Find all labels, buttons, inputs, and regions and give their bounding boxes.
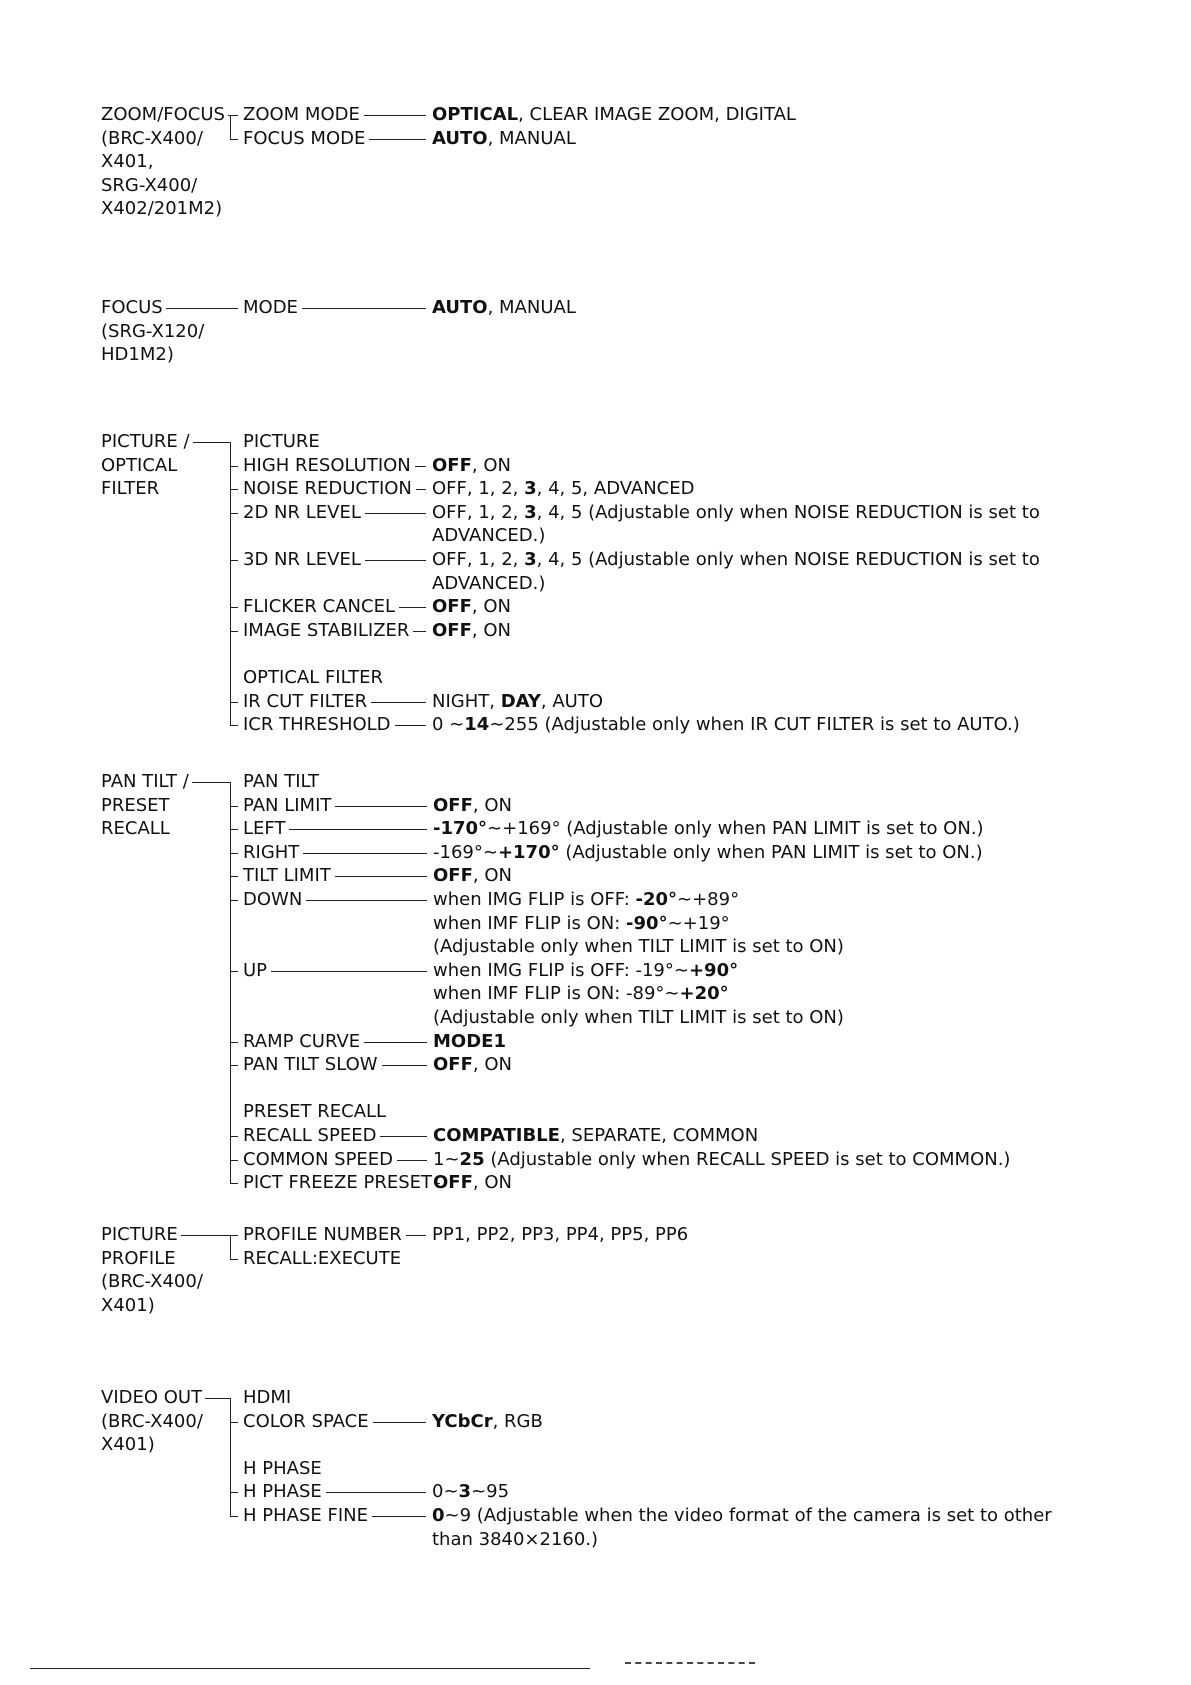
value-text: ∼+169° (Adjustable only when PAN LIMIT is set to ON.)	[487, 818, 984, 840]
section-title-line: PAN TILT /	[101, 771, 189, 792]
menu-item-label: RIGHT	[243, 841, 300, 863]
value-text: , ON	[472, 1172, 512, 1194]
value-text: -169°∼	[433, 841, 498, 863]
footer-rule	[30, 1668, 590, 1669]
value-text: , ON	[472, 794, 512, 816]
menu-item-label: PAN LIMIT	[243, 794, 332, 816]
value-text: , ON	[471, 596, 511, 618]
menu-item-value	[432, 1481, 509, 1503]
default-value: -170°	[433, 818, 488, 840]
value-text: when IMF FLIP is ON: -89°∼	[433, 983, 680, 1005]
leader-line	[335, 876, 427, 877]
section-title-line: PICTURE	[101, 1224, 178, 1245]
leader-line	[326, 1492, 426, 1493]
leader-line	[271, 971, 427, 972]
value-text: , ON	[471, 619, 511, 641]
section-title-line: SRG-X400/	[101, 174, 198, 196]
value-text: , ON	[472, 1054, 512, 1076]
tree-tick	[230, 115, 238, 116]
section-title-line: ZOOM/FOCUS	[101, 104, 225, 125]
menu-item-label: FOCUS MODE	[243, 127, 366, 149]
menu-item-value	[433, 795, 512, 817]
menu-item-value	[433, 1007, 844, 1029]
section-title-line: PROFILE	[101, 1247, 176, 1269]
tree-tick	[230, 1492, 238, 1493]
tree-tick	[230, 1042, 238, 1043]
tree-tick	[230, 631, 238, 632]
default-value: -90°	[626, 912, 668, 934]
menu-item-value	[433, 842, 983, 864]
section-title-line: X401)	[101, 1434, 155, 1456]
menu-item-value	[432, 714, 1020, 736]
menu-item-label: LEFT	[243, 818, 286, 840]
leader-line	[397, 1160, 427, 1161]
menu-item-label: RECALL:EXECUTE	[243, 1247, 402, 1269]
value-text: , CLEAR IMAGE ZOOM, DIGITAL	[518, 104, 796, 125]
default-value: OPTICAL	[432, 104, 519, 125]
default-value: OFF	[432, 454, 472, 476]
menu-item-value	[432, 1224, 688, 1246]
value-text: NIGHT,	[432, 690, 501, 712]
menu-item-label: RAMP CURVE	[243, 1030, 361, 1052]
leader-line	[365, 513, 426, 514]
leader-line	[303, 853, 427, 854]
tree-tick	[230, 466, 238, 467]
section-title-line: PICTURE /	[101, 431, 190, 452]
value-text: than 3840×2160.)	[432, 1528, 599, 1550]
menu-item-value	[433, 889, 739, 911]
tree-tick	[230, 900, 238, 901]
menu-item-value	[433, 1031, 506, 1053]
tree-tick	[230, 1516, 238, 1517]
section-title-line: X401,	[101, 151, 154, 173]
menu-item-label: PAN TILT SLOW	[243, 1054, 378, 1076]
value-text: 0~	[432, 1481, 459, 1503]
group-heading: H PHASE	[243, 1457, 322, 1479]
leader-line	[365, 560, 426, 561]
menu-item-value	[432, 620, 511, 642]
title-connector	[205, 1398, 230, 1399]
default-value: AUTO	[432, 297, 488, 318]
menu-item-value	[432, 596, 511, 618]
value-text: OFF, 1, 2,	[432, 549, 525, 570]
menu-item-value	[432, 1505, 1052, 1527]
tree-tick	[230, 876, 238, 877]
section-title-line: OPTICAL	[101, 454, 178, 476]
tree-tick	[230, 308, 238, 309]
default-value: YCbCr	[432, 1410, 493, 1432]
group-heading: PRESET RECALL	[243, 1101, 387, 1123]
default-value: +90°	[688, 959, 739, 981]
value-text: (Adjustable only when TILT LIMIT is set to ON)	[433, 936, 844, 958]
tree-tick	[230, 853, 238, 854]
menu-item-value	[433, 1125, 758, 1147]
menu-item-value	[433, 913, 730, 935]
section-title-line: FILTER	[101, 478, 160, 500]
tree-tick	[230, 1065, 238, 1066]
tree-tick	[230, 806, 238, 807]
default-value: 3	[524, 549, 537, 570]
default-value: 25	[459, 1148, 485, 1170]
tree-spine	[230, 115, 231, 139]
tree-tick	[230, 513, 238, 514]
leader-line	[416, 489, 426, 490]
menu-item-value	[432, 525, 545, 547]
default-value: 0	[432, 1505, 445, 1526]
section-title-line: RECALL	[101, 818, 170, 840]
default-value: 3	[458, 1481, 472, 1503]
group-heading: PAN TILT	[243, 771, 320, 792]
default-value: -20°	[635, 889, 678, 910]
menu-item-value	[433, 983, 729, 1005]
value-text: when IMG FLIP is OFF:	[433, 889, 636, 910]
tree-spine	[230, 1235, 231, 1259]
tree-tick	[230, 1136, 238, 1137]
menu-item-label: UP	[243, 959, 268, 981]
section-title-line: (SRG-X120/	[101, 320, 205, 342]
leader-line	[306, 900, 427, 901]
value-text: (Adjustable only when PAN LIMIT is set to ON.)	[559, 841, 983, 863]
default-value: OFF	[433, 865, 473, 887]
tree-tick	[230, 489, 238, 490]
leader-line	[413, 631, 426, 632]
leader-line	[395, 725, 426, 726]
tree-tick	[230, 1160, 238, 1161]
value-text: 0 ∼	[432, 714, 465, 736]
tree-tick	[230, 1259, 238, 1260]
footer-marks	[625, 1662, 755, 1668]
default-value: +170°	[497, 841, 560, 863]
default-value: OFF	[433, 1054, 473, 1076]
default-value: DAY	[500, 690, 541, 712]
menu-item-label: NOISE REDUCTION	[243, 478, 412, 500]
menu-item-value	[433, 936, 844, 958]
menu-item-value	[432, 1411, 543, 1433]
value-text: OFF, 1, 2,	[432, 501, 525, 523]
menu-item-label: DOWN	[243, 889, 303, 910]
menu-item-label: HIGH RESOLUTION	[243, 454, 411, 476]
value-text: ADVANCED.)	[432, 572, 546, 594]
menu-item-label: H PHASE	[243, 1481, 322, 1503]
value-text: , SEPARATE, COMMON	[559, 1125, 759, 1146]
menu-item-label: ZOOM MODE	[243, 104, 360, 125]
menu-item-label: COLOR SPACE	[243, 1410, 369, 1432]
leader-line	[335, 806, 427, 807]
value-text: ∼+89°	[677, 889, 740, 910]
menu-item-value	[433, 1054, 512, 1076]
title-connector	[192, 782, 230, 783]
tree-tick	[230, 1422, 238, 1423]
menu-item-label: TILT LIMIT	[243, 865, 331, 887]
default-value: 3	[524, 478, 537, 500]
menu-item-label: RECALL SPEED	[243, 1125, 377, 1146]
leader-line	[373, 1422, 426, 1423]
menu-item-value	[433, 1172, 512, 1194]
leader-line	[415, 466, 426, 467]
menu-item-label: 3D NR LEVEL	[243, 549, 361, 570]
value-text: , RGB	[492, 1410, 543, 1432]
tree-tick	[230, 702, 238, 703]
value-text: 1~	[433, 1148, 460, 1170]
default-value: +20°	[679, 983, 729, 1005]
menu-item-value	[432, 502, 1040, 524]
default-value: AUTO	[432, 127, 488, 149]
value-text: , 4, 5 (Adjustable only when NOISE REDUCTION is set to	[536, 501, 1040, 523]
menu-item-label: IR CUT FILTER	[243, 690, 368, 712]
tree-spine	[230, 782, 231, 1183]
value-text: PP1, PP2, PP3, PP4, PP5, PP6	[432, 1224, 689, 1245]
value-text: OFF, 1, 2,	[432, 478, 525, 500]
leader-line	[364, 1042, 427, 1043]
menu-item-value	[433, 1149, 1010, 1171]
menu-item-value	[432, 297, 576, 319]
value-text: ADVANCED.)	[432, 525, 546, 547]
title-connector	[193, 442, 230, 443]
tree-tick	[230, 971, 238, 972]
default-value: MODE1	[433, 1030, 506, 1052]
menu-item-value	[433, 818, 984, 840]
leader-line	[369, 139, 426, 140]
leader-line	[302, 308, 426, 309]
leader-line	[382, 1065, 427, 1066]
section-title-line: X401)	[101, 1294, 155, 1316]
menu-item-label: FLICKER CANCEL	[243, 596, 395, 618]
value-text: (Adjustable only when RECALL SPEED is set to COMMON.)	[484, 1148, 1011, 1170]
menu-item-label: COMMON SPEED	[243, 1148, 394, 1170]
value-text: , ON	[472, 865, 512, 887]
value-text: when IMG FLIP is OFF: -19°∼	[433, 959, 689, 981]
menu-item-value	[433, 865, 512, 887]
default-value: OFF	[432, 619, 472, 641]
leader-line	[289, 829, 427, 830]
menu-item-label: 2D NR LEVEL	[243, 501, 361, 523]
tree-tick	[230, 1183, 238, 1184]
value-text: (Adjustable only when TILT LIMIT is set to ON)	[433, 1007, 844, 1028]
leader-line	[399, 607, 426, 608]
tree-spine	[230, 1398, 231, 1516]
title-connector	[181, 1235, 230, 1236]
default-value: OFF	[433, 794, 473, 816]
tree-tick	[230, 560, 238, 561]
menu-item-label: PICT FREEZE PRESET	[243, 1172, 433, 1194]
section-title-line: (BRC-X400/	[101, 127, 203, 149]
menu-item-label: IMAGE STABILIZER	[243, 619, 410, 641]
title-connector	[166, 308, 230, 309]
menu-item-value	[433, 960, 738, 982]
group-heading: OPTICAL FILTER	[243, 667, 384, 688]
leader-line	[406, 1235, 426, 1236]
default-value: 14	[464, 714, 490, 736]
default-value: COMPATIBLE	[433, 1125, 560, 1146]
menu-item-value	[432, 478, 694, 500]
default-value: OFF	[432, 596, 472, 618]
section-title-line: VIDEO OUT	[101, 1387, 203, 1408]
value-text: ~95	[471, 1481, 510, 1503]
section-title-line: PRESET	[101, 794, 170, 816]
value-text: , 4, 5, ADVANCED	[536, 478, 695, 500]
value-text: ~9 (Adjustable when the video format of the camera is set to other	[444, 1505, 1052, 1526]
group-heading: HDMI	[243, 1387, 292, 1408]
section-title-line: (BRC-X400/	[101, 1410, 203, 1432]
default-value: 3	[524, 501, 537, 523]
value-text: when IMF FLIP is ON:	[433, 912, 627, 934]
section-title-line: HD1M2)	[101, 344, 174, 366]
leader-line	[371, 702, 426, 703]
tree-tick	[230, 139, 238, 140]
tree-tick	[230, 725, 238, 726]
leader-line	[364, 115, 426, 116]
value-text: ∼+19°	[667, 912, 730, 934]
tree-spine	[230, 442, 231, 725]
group-heading: PICTURE	[243, 431, 320, 452]
value-text: , AUTO	[540, 690, 603, 712]
menu-item-value	[432, 104, 796, 126]
value-text: , MANUAL	[487, 297, 576, 318]
menu-item-value	[432, 549, 1040, 571]
tree-tick	[230, 829, 238, 830]
menu-item-label: MODE	[243, 297, 298, 318]
section-title-line: (BRC-X400/	[101, 1271, 203, 1293]
section-title-line: FOCUS	[101, 297, 163, 318]
default-value: OFF	[433, 1172, 473, 1194]
value-text: ∼255 (Adjustable only when IR CUT FILTER is set to AUTO.)	[489, 714, 1020, 736]
leader-line	[380, 1136, 427, 1137]
menu-item-value	[432, 1529, 598, 1551]
tree-tick	[230, 607, 238, 608]
menu-item-value	[432, 573, 545, 595]
menu-item-value	[432, 691, 603, 713]
leader-line	[372, 1516, 426, 1517]
menu-item-label: H PHASE FINE	[243, 1505, 368, 1526]
menu-item-label: PROFILE NUMBER	[243, 1224, 402, 1245]
section-title-line: X402/201M2)	[101, 198, 223, 220]
tree-tick	[230, 1235, 238, 1236]
menu-item-value	[432, 128, 576, 150]
menu-item-label: ICR THRESHOLD	[243, 714, 391, 736]
value-text: , MANUAL	[487, 127, 576, 149]
value-text: , ON	[471, 454, 511, 476]
value-text: , 4, 5 (Adjustable only when NOISE REDUCTION is set to	[536, 549, 1040, 570]
menu-item-value	[432, 455, 511, 477]
